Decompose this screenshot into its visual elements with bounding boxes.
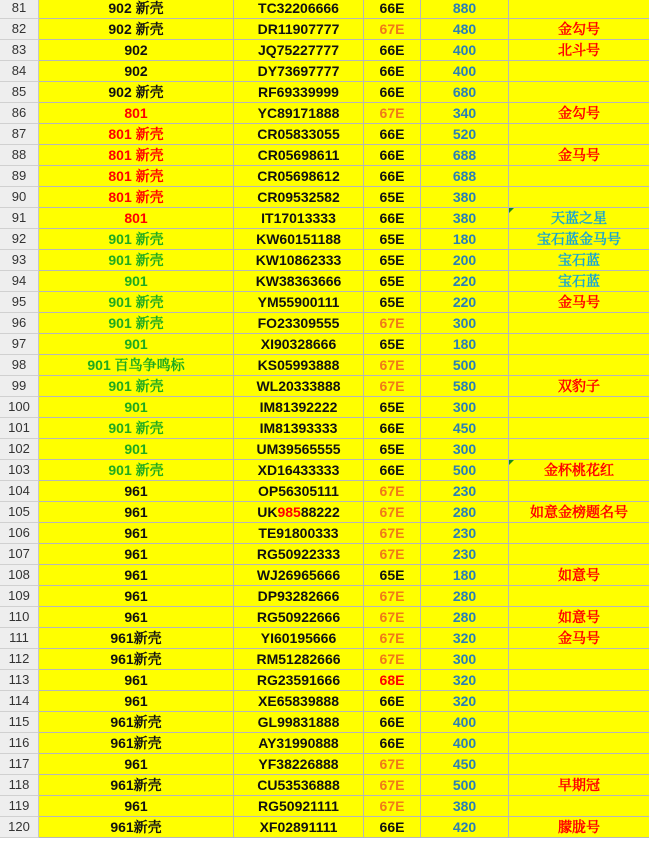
model-cell[interactable]: 961新壳 [39, 712, 234, 733]
grade-cell[interactable]: 68E [364, 670, 421, 691]
price-cell[interactable]: 230 [421, 481, 509, 502]
model-cell[interactable]: 901 [39, 397, 234, 418]
serial-cell[interactable]: IM81392222 [234, 397, 364, 418]
model-cell[interactable]: 901 新壳 [39, 460, 234, 481]
price-cell[interactable]: 300 [421, 439, 509, 460]
table-row [0, 376, 649, 397]
table-row [0, 145, 649, 166]
serial-highlight: 985 [277, 504, 301, 520]
grade-cell[interactable]: 65E [364, 292, 421, 313]
model-cell[interactable]: 961新壳 [39, 817, 234, 838]
price-cell[interactable]: 230 [421, 523, 509, 544]
model-cell[interactable]: 902 新壳 [39, 0, 234, 19]
note-cell[interactable]: 金勾号 [509, 103, 649, 124]
price-cell[interactable]: 688 [421, 166, 509, 187]
row-number[interactable]: 116 [0, 733, 39, 754]
model-cell[interactable]: 961 [39, 544, 234, 565]
note-cell[interactable] [509, 712, 649, 733]
table-row [0, 460, 649, 481]
note-cell[interactable]: 如意号 [509, 565, 649, 586]
table-row [0, 607, 649, 628]
table-row [0, 649, 649, 670]
note-cell[interactable]: 金马号 [509, 292, 649, 313]
row-number[interactable]: 98 [0, 355, 39, 376]
row-number[interactable]: 99 [0, 376, 39, 397]
grade-cell[interactable]: 67E [364, 19, 421, 40]
note-cell[interactable]: 如意号 [509, 607, 649, 628]
table-row [0, 166, 649, 187]
table-row [0, 418, 649, 439]
grade-cell[interactable]: 66E [364, 712, 421, 733]
model-cell[interactable]: 801 新壳 [39, 187, 234, 208]
grade-cell[interactable]: 67E [364, 481, 421, 502]
serial-cell[interactable]: CR09532582 [234, 187, 364, 208]
note-cell[interactable] [509, 544, 649, 565]
note-cell[interactable] [509, 439, 649, 460]
serial-prefix: UK [257, 504, 278, 520]
table-row [0, 313, 649, 334]
serial-cell[interactable]: XI90328666 [234, 334, 364, 355]
table-row [0, 481, 649, 502]
note-cell[interactable] [509, 418, 649, 439]
row-number[interactable]: 118 [0, 775, 39, 796]
model-cell[interactable]: 961 [39, 481, 234, 502]
grade-cell[interactable]: 66E [364, 166, 421, 187]
row-number[interactable]: 120 [0, 817, 39, 838]
model-cell[interactable]: 901 新壳 [39, 250, 234, 271]
note-cell[interactable] [509, 124, 649, 145]
model-cell[interactable]: 901 [39, 334, 234, 355]
row-number[interactable]: 111 [0, 628, 39, 649]
serial-suffix: 88222 [300, 504, 340, 520]
price-cell[interactable]: 450 [421, 754, 509, 775]
serial-cell[interactable]: CR05698612 [234, 166, 364, 187]
serial-cell[interactable]: KW60151188 [234, 229, 364, 250]
table-row [0, 565, 649, 586]
note-cell[interactable]: 如意金榜题名号 [509, 502, 649, 523]
price-cell[interactable]: 280 [421, 607, 509, 628]
row-number[interactable]: 95 [0, 292, 39, 313]
model-cell[interactable]: 901 新壳 [39, 292, 234, 313]
model-cell[interactable]: 961 [39, 502, 234, 523]
grade-cell[interactable]: 66E [364, 124, 421, 145]
serial-cell[interactable]: YF38226888 [234, 754, 364, 775]
note-cell[interactable] [509, 313, 649, 334]
model-cell[interactable]: 901 新壳 [39, 229, 234, 250]
note-cell[interactable] [509, 481, 649, 502]
grade-cell[interactable]: 66E [364, 418, 421, 439]
note-cell[interactable] [509, 0, 649, 19]
table-row [0, 523, 649, 544]
serial-cell[interactable]: IM81393333 [234, 418, 364, 439]
serial-cell[interactable]: OP56305111 [234, 481, 364, 502]
serial-cell[interactable]: TE91800333 [234, 523, 364, 544]
table-row [0, 775, 649, 796]
price-cell[interactable]: 880 [421, 0, 509, 19]
row-number[interactable]: 103 [0, 460, 39, 481]
row-number[interactable]: 107 [0, 544, 39, 565]
grade-cell[interactable]: 67E [364, 376, 421, 397]
price-cell[interactable]: 400 [421, 61, 509, 82]
model-cell[interactable]: 961 [39, 586, 234, 607]
row-number[interactable]: 119 [0, 796, 39, 817]
grade-cell[interactable]: 66E [364, 40, 421, 61]
price-cell[interactable]: 380 [421, 208, 509, 229]
table-row [0, 754, 649, 775]
price-cell[interactable]: 500 [421, 460, 509, 481]
grade-cell[interactable]: 65E [364, 229, 421, 250]
price-cell[interactable]: 220 [421, 271, 509, 292]
model-cell[interactable]: 801 新壳 [39, 124, 234, 145]
table-row [0, 40, 649, 61]
row-number[interactable]: 94 [0, 271, 39, 292]
row-number[interactable]: 83 [0, 40, 39, 61]
row-number[interactable]: 84 [0, 61, 39, 82]
grade-cell[interactable]: 67E [364, 775, 421, 796]
note-cell[interactable] [509, 61, 649, 82]
grade-cell[interactable]: 66E [364, 460, 421, 481]
grade-cell[interactable]: 66E [364, 208, 421, 229]
grade-cell[interactable]: 67E [364, 649, 421, 670]
grade-cell[interactable]: 67E [364, 544, 421, 565]
serial-cell[interactable]: GL99831888 [234, 712, 364, 733]
price-cell[interactable]: 420 [421, 817, 509, 838]
table-row [0, 691, 649, 712]
serial-cell[interactable]: KS05993888 [234, 355, 364, 376]
row-number[interactable]: 92 [0, 229, 39, 250]
grade-cell[interactable]: 66E [364, 145, 421, 166]
row-number[interactable]: 105 [0, 502, 39, 523]
model-cell[interactable]: 961 [39, 523, 234, 544]
price-cell[interactable]: 280 [421, 586, 509, 607]
model-cell[interactable]: 901 百鸟争鸣标 [39, 355, 234, 376]
model-cell[interactable]: 801 [39, 208, 234, 229]
price-cell[interactable]: 500 [421, 775, 509, 796]
price-cell[interactable]: 380 [421, 796, 509, 817]
note-cell[interactable] [509, 649, 649, 670]
table-row [0, 208, 649, 229]
note-cell[interactable]: 早期冠 [509, 775, 649, 796]
model-cell[interactable]: 801 [39, 103, 234, 124]
serial-cell[interactable]: IT17013333 [234, 208, 364, 229]
row-number[interactable]: 102 [0, 439, 39, 460]
serial-cell[interactable]: DY73697777 [234, 61, 364, 82]
model-cell[interactable]: 902 新壳 [39, 19, 234, 40]
table-row [0, 292, 649, 313]
row-number[interactable]: 106 [0, 523, 39, 544]
note-cell[interactable]: 天蓝之星 [509, 208, 649, 229]
price-cell[interactable]: 680 [421, 82, 509, 103]
row-number[interactable]: 93 [0, 250, 39, 271]
row-number[interactable]: 115 [0, 712, 39, 733]
price-cell[interactable]: 520 [421, 124, 509, 145]
price-cell[interactable]: 200 [421, 250, 509, 271]
serial-cell[interactable]: TC32206666 [234, 0, 364, 19]
note-cell[interactable]: 宝石蓝金马号 [509, 229, 649, 250]
serial-cell[interactable]: UM39565555 [234, 439, 364, 460]
grade-cell[interactable]: 66E [364, 691, 421, 712]
serial-cell[interactable]: YI60195666 [234, 628, 364, 649]
serial-cell[interactable]: JQ75227777 [234, 40, 364, 61]
table-row [0, 0, 649, 19]
serial-cell[interactable]: DR11907777 [234, 19, 364, 40]
note-cell[interactable]: 宝石蓝 [509, 271, 649, 292]
grade-cell[interactable]: 66E [364, 0, 421, 19]
row-number[interactable]: 85 [0, 82, 39, 103]
table-row [0, 712, 649, 733]
note-cell[interactable]: 双豹子 [509, 376, 649, 397]
row-number[interactable]: 97 [0, 334, 39, 355]
price-cell[interactable]: 688 [421, 145, 509, 166]
row-number[interactable]: 108 [0, 565, 39, 586]
grade-cell[interactable]: 65E [364, 397, 421, 418]
row-number[interactable]: 117 [0, 754, 39, 775]
grade-cell[interactable]: 65E [364, 271, 421, 292]
row-number[interactable]: 86 [0, 103, 39, 124]
model-cell[interactable]: 902 新壳 [39, 82, 234, 103]
table-row [0, 586, 649, 607]
serial-cell[interactable]: AY31990888 [234, 733, 364, 754]
table-row [0, 733, 649, 754]
note-cell[interactable] [509, 523, 649, 544]
grade-cell[interactable]: 67E [364, 586, 421, 607]
row-number[interactable]: 112 [0, 649, 39, 670]
model-cell[interactable]: 961新壳 [39, 733, 234, 754]
note-cell[interactable] [509, 82, 649, 103]
table-row [0, 229, 649, 250]
price-cell[interactable]: 230 [421, 544, 509, 565]
price-cell[interactable]: 320 [421, 691, 509, 712]
model-cell[interactable]: 961新壳 [39, 649, 234, 670]
serial-cell[interactable]: KW10862333 [234, 250, 364, 271]
serial-cell[interactable]: CU53536888 [234, 775, 364, 796]
table-row [0, 502, 649, 523]
grade-cell[interactable]: 66E [364, 82, 421, 103]
note-cell[interactable] [509, 733, 649, 754]
table-row [0, 817, 649, 838]
price-cell[interactable]: 320 [421, 670, 509, 691]
table-row [0, 355, 649, 376]
serial-cell[interactable]: YC89171888 [234, 103, 364, 124]
price-cell[interactable]: 400 [421, 733, 509, 754]
table-row [0, 82, 649, 103]
price-cell[interactable]: 180 [421, 229, 509, 250]
model-cell[interactable]: 961 [39, 607, 234, 628]
grade-cell[interactable]: 67E [364, 313, 421, 334]
table-row [0, 439, 649, 460]
serial-cell[interactable]: RG50921111 [234, 796, 364, 817]
table-row [0, 628, 649, 649]
grade-cell[interactable]: 66E [364, 817, 421, 838]
price-cell[interactable]: 480 [421, 19, 509, 40]
row-number[interactable]: 88 [0, 145, 39, 166]
serial-cell[interactable] [234, 502, 364, 523]
row-number[interactable]: 90 [0, 187, 39, 208]
table-row [0, 187, 649, 208]
row-number[interactable]: 109 [0, 586, 39, 607]
table-row [0, 271, 649, 292]
serial-cell[interactable]: RM51282666 [234, 649, 364, 670]
price-cell[interactable]: 180 [421, 565, 509, 586]
grade-cell[interactable]: 67E [364, 355, 421, 376]
table-row [0, 334, 649, 355]
model-cell[interactable]: 901 新壳 [39, 418, 234, 439]
serial-cell[interactable]: KW38363666 [234, 271, 364, 292]
row-number[interactable]: 81 [0, 0, 39, 19]
row-number[interactable]: 100 [0, 397, 39, 418]
serial-cell[interactable]: WJ26965666 [234, 565, 364, 586]
row-number[interactable]: 89 [0, 166, 39, 187]
grade-cell[interactable]: 65E [364, 334, 421, 355]
model-cell[interactable]: 961 [39, 691, 234, 712]
price-cell[interactable]: 400 [421, 712, 509, 733]
note-cell[interactable] [509, 586, 649, 607]
serial-cell[interactable]: FO23309555 [234, 313, 364, 334]
serial-cell[interactable]: XE65839888 [234, 691, 364, 712]
model-cell[interactable]: 901 新壳 [39, 376, 234, 397]
note-cell[interactable]: 北斗号 [509, 40, 649, 61]
model-cell[interactable]: 961 [39, 670, 234, 691]
model-cell[interactable]: 801 新壳 [39, 145, 234, 166]
grade-cell[interactable]: 66E [364, 733, 421, 754]
serial-cell[interactable]: XF02891111 [234, 817, 364, 838]
grade-cell[interactable]: 67E [364, 796, 421, 817]
model-cell[interactable]: 901 新壳 [39, 313, 234, 334]
model-cell[interactable]: 901 [39, 439, 234, 460]
model-cell[interactable]: 902 [39, 40, 234, 61]
price-cell[interactable]: 300 [421, 313, 509, 334]
grade-cell[interactable]: 66E [364, 61, 421, 82]
price-cell[interactable]: 300 [421, 649, 509, 670]
row-number[interactable]: 96 [0, 313, 39, 334]
serial-cell[interactable]: RG23591666 [234, 670, 364, 691]
note-cell[interactable] [509, 187, 649, 208]
model-cell[interactable]: 961 [39, 754, 234, 775]
serial-cell[interactable]: RG50922666 [234, 607, 364, 628]
model-cell[interactable]: 961 [39, 565, 234, 586]
serial-cell[interactable]: CR05833055 [234, 124, 364, 145]
price-cell[interactable]: 180 [421, 334, 509, 355]
grade-cell[interactable]: 67E [364, 607, 421, 628]
grade-cell[interactable]: 67E [364, 523, 421, 544]
note-cell[interactable]: 金马号 [509, 628, 649, 649]
table-row [0, 796, 649, 817]
grade-cell[interactable]: 65E [364, 439, 421, 460]
grade-cell[interactable]: 67E [364, 754, 421, 775]
model-cell[interactable]: 961新壳 [39, 775, 234, 796]
grade-cell[interactable]: 67E [364, 502, 421, 523]
table-row [0, 19, 649, 40]
note-cell[interactable] [509, 691, 649, 712]
table-row [0, 670, 649, 691]
table-row [0, 103, 649, 124]
price-cell[interactable]: 500 [421, 355, 509, 376]
serial-cell[interactable]: RF69339999 [234, 82, 364, 103]
note-cell[interactable] [509, 166, 649, 187]
price-cell[interactable]: 220 [421, 292, 509, 313]
table-row [0, 61, 649, 82]
price-cell[interactable]: 380 [421, 187, 509, 208]
price-cell[interactable]: 280 [421, 502, 509, 523]
note-cell[interactable]: 金杯桃花红 [509, 460, 649, 481]
model-cell[interactable]: 902 [39, 61, 234, 82]
table-row [0, 250, 649, 271]
model-cell[interactable]: 901 [39, 271, 234, 292]
table-row [0, 544, 649, 565]
row-number[interactable]: 113 [0, 670, 39, 691]
note-cell[interactable] [509, 670, 649, 691]
serial-cell[interactable]: RG50922333 [234, 544, 364, 565]
price-cell[interactable]: 340 [421, 103, 509, 124]
row-number[interactable]: 101 [0, 418, 39, 439]
note-cell[interactable] [509, 334, 649, 355]
grade-cell[interactable]: 65E [364, 565, 421, 586]
price-cell[interactable]: 450 [421, 418, 509, 439]
model-cell[interactable]: 961新壳 [39, 628, 234, 649]
grade-cell[interactable]: 65E [364, 250, 421, 271]
row-number[interactable]: 114 [0, 691, 39, 712]
grade-cell[interactable]: 67E [364, 103, 421, 124]
grade-cell[interactable]: 65E [364, 187, 421, 208]
price-cell[interactable]: 580 [421, 376, 509, 397]
serial-cell[interactable]: CR05698611 [234, 145, 364, 166]
note-cell[interactable]: 金勾号 [509, 19, 649, 40]
note-cell[interactable]: 朦胧号 [509, 817, 649, 838]
grade-cell[interactable]: 67E [364, 628, 421, 649]
note-cell[interactable] [509, 754, 649, 775]
price-cell[interactable]: 320 [421, 628, 509, 649]
row-number[interactable]: 110 [0, 607, 39, 628]
note-cell[interactable] [509, 397, 649, 418]
serial-cell[interactable]: XD16433333 [234, 460, 364, 481]
price-cell[interactable]: 300 [421, 397, 509, 418]
price-cell[interactable]: 400 [421, 40, 509, 61]
serial-cell[interactable]: YM55900111 [234, 292, 364, 313]
row-number[interactable]: 82 [0, 19, 39, 40]
note-cell[interactable] [509, 355, 649, 376]
note-cell[interactable] [509, 796, 649, 817]
table-row [0, 397, 649, 418]
model-cell[interactable]: 801 新壳 [39, 166, 234, 187]
row-number[interactable]: 87 [0, 124, 39, 145]
note-cell[interactable]: 金马号 [509, 145, 649, 166]
row-number[interactable]: 91 [0, 208, 39, 229]
model-cell[interactable]: 961 [39, 796, 234, 817]
note-cell[interactable]: 宝石蓝 [509, 250, 649, 271]
serial-cell[interactable]: DP93282666 [234, 586, 364, 607]
row-number[interactable]: 104 [0, 481, 39, 502]
serial-cell[interactable]: WL20333888 [234, 376, 364, 397]
table-row [0, 124, 649, 145]
